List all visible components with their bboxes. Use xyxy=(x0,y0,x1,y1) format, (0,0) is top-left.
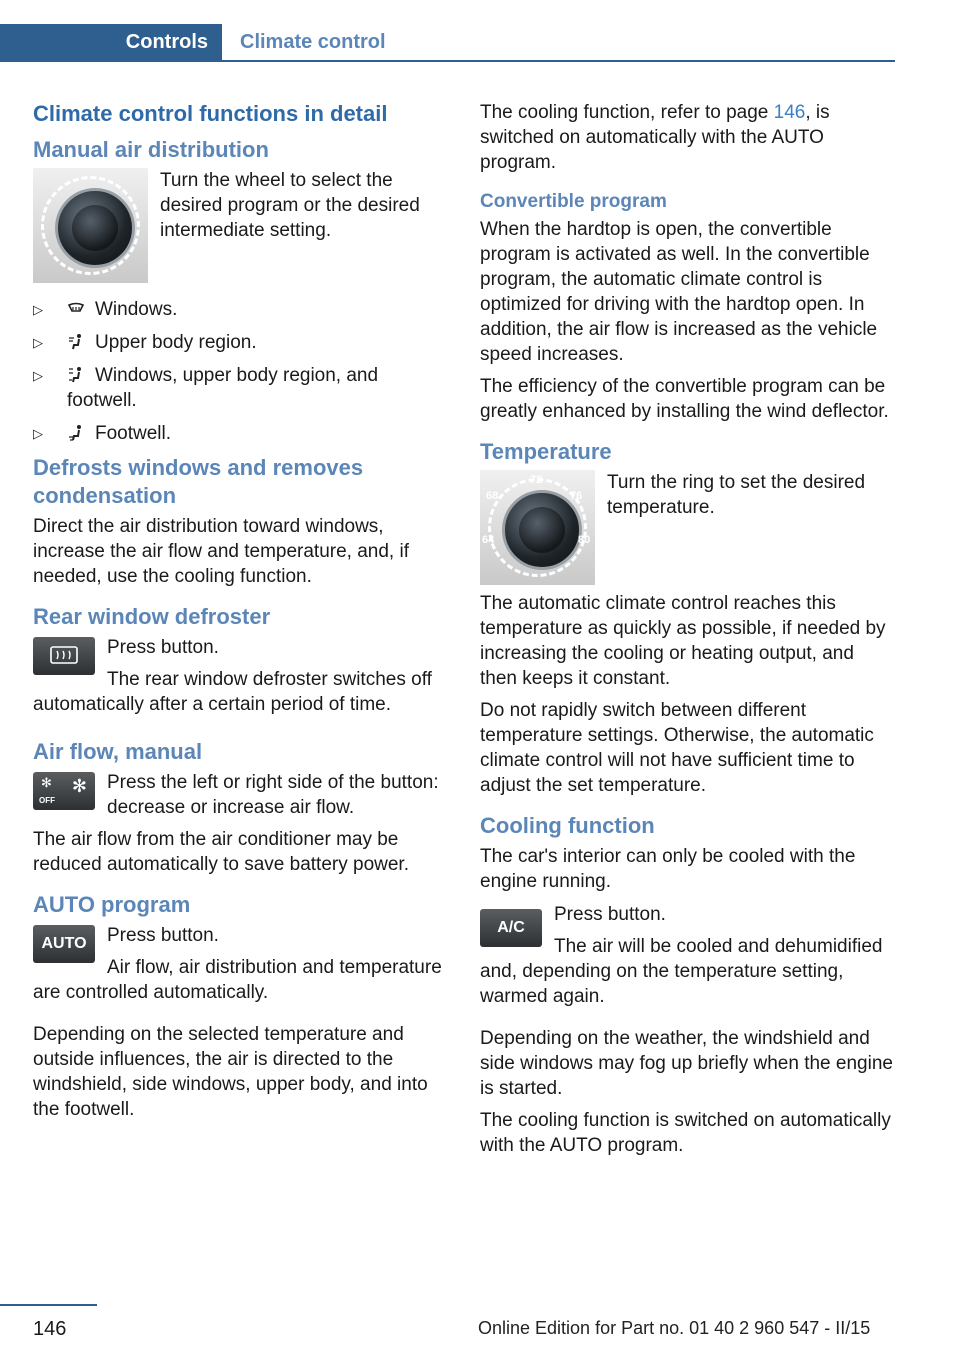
defrost-heading: Defrosts windows and removes condensation xyxy=(33,455,364,508)
bullet-triangle-icon: ▷ xyxy=(33,302,43,317)
ac-text: The air will be cooled and dehumidified and, depending on the temperature setting, warmed again. xyxy=(480,936,883,1007)
section-tab-controls[interactable]: Controls xyxy=(0,24,222,60)
page-number: 146 xyxy=(33,1318,67,1340)
dial-number: 72 xyxy=(530,474,543,486)
manual-air-heading: Manual air distribution xyxy=(33,137,269,162)
air-distribution-wheel-image xyxy=(33,168,148,283)
header-rule xyxy=(0,60,895,62)
convertible-text: When the hardtop is open, the convertible program is activated as well. In the convertible program, the automatic climate control is optimized for driving with the hardtop open. In addition, the air flow is increased as the vehicle speed increases. xyxy=(480,219,878,365)
air-flow-button-image xyxy=(33,772,95,810)
temperature-warning: Do not rapidly switch between different temperature settings. Otherwise, the automatic climate control will not have sufficient time to adjust the set temperature. xyxy=(480,700,874,796)
ac-button-image: A/C xyxy=(480,909,542,947)
cooling-auto-note: The cooling function is switched on automatically with the AUTO program. xyxy=(480,1110,891,1156)
auto-detail: Depending on the selected temperature and outside influences, the air is directed to the windshield, side windows, upper body, and into the footwell. xyxy=(33,1024,428,1120)
temperature-ring-image xyxy=(480,470,595,585)
cooling-heading: Cooling function xyxy=(480,813,655,838)
rear-defroster-press: Press button. xyxy=(107,637,219,658)
upper-body-air-icon xyxy=(67,333,85,351)
windshield-icon xyxy=(67,300,85,318)
rear-defroster-text: The rear window defroster switches off automatically after a certain period of time. xyxy=(33,669,432,715)
auto-press: Press button. xyxy=(107,925,219,946)
fan-small-icon: ✻ xyxy=(41,775,52,790)
list-item: ▷ Windows. xyxy=(33,299,178,320)
section-tab-climate-control[interactable]: Climate control xyxy=(240,31,386,53)
list-item: ▷ Upper body region. xyxy=(33,332,257,353)
windows-body-footwell-icon xyxy=(67,366,85,384)
bullet-triangle-icon: ▷ xyxy=(33,426,43,441)
right-column xyxy=(480,100,895,1165)
temperature-text: Turn the ring to set the desired temperature. xyxy=(607,472,866,518)
left-column xyxy=(33,100,448,1129)
rear-defroster-button-image xyxy=(33,637,95,675)
air-flow-heading: Air flow, manual xyxy=(33,739,203,764)
dial-number: 76 xyxy=(570,490,583,502)
page-header xyxy=(0,24,895,62)
bullet-triangle-icon: ▷ xyxy=(33,368,43,383)
convertible-heading: Convertible program xyxy=(480,191,667,212)
rear-defroster-icon xyxy=(49,645,79,667)
dial-number: 80 xyxy=(578,534,591,546)
auto-button-image: AUTO xyxy=(33,925,95,963)
fog-note: Depending on the weather, the windshield and side windows may fog up briefly when the engine is started. xyxy=(480,1028,893,1099)
dial-number: 64 xyxy=(482,534,495,546)
convertible-note: The efficiency of the convertible program can be greatly enhanced by installing the wind deflector. xyxy=(480,376,889,422)
auto-program-heading: AUTO program xyxy=(33,892,191,917)
bullet-triangle-icon: ▷ xyxy=(33,335,43,350)
dial-number: 68 xyxy=(486,490,499,502)
air-distribution-list xyxy=(33,297,448,446)
rear-defroster-heading: Rear window defroster xyxy=(33,604,271,629)
temperature-detail: The automatic climate control reaches this temperature as quickly as possible, if needed by increasing the cooling or heating output, and then keeps it constant. xyxy=(480,593,886,689)
temperature-heading: Temperature xyxy=(480,439,612,464)
air-flow-text: Press the left or right side of the button: decrease or increase air flow. xyxy=(107,772,439,818)
air-flow-off-label: OFF xyxy=(39,796,55,805)
ac-press: Press button. xyxy=(554,904,666,925)
cooling-text: The car's interior can only be cooled with the engine running. xyxy=(480,846,856,892)
footer-rule xyxy=(0,1304,97,1306)
footwell-air-icon xyxy=(67,424,85,442)
fan-large-icon: ✻ xyxy=(71,776,87,796)
auto-text: Air flow, air distribution and temperature are controlled automatically. xyxy=(33,957,442,1003)
page-title: Climate control functions in detail xyxy=(33,101,388,126)
cooling-intro: The cooling function, refer to page 146, is switched on automatically with the AUTO program. xyxy=(480,102,830,173)
manual-air-text: Turn the wheel to select the desired program or the desired intermediate setting. xyxy=(160,170,420,241)
air-flow-note: The air flow from the air conditioner may be reduced automatically to save battery power. xyxy=(33,829,409,875)
page-reference-link[interactable]: 146 xyxy=(773,102,806,123)
list-item: ▷ Windows, upper body region, and footwell. xyxy=(33,365,379,411)
defrost-text: Direct the air distribution toward windows, increase the air flow and temperature, and, if needed, use the cooling function. xyxy=(33,516,409,587)
edition-note: Online Edition for Part no. 01 40 2 960 547 - II/15 xyxy=(478,1318,871,1338)
list-item: ▷ Footwell. xyxy=(33,423,172,444)
